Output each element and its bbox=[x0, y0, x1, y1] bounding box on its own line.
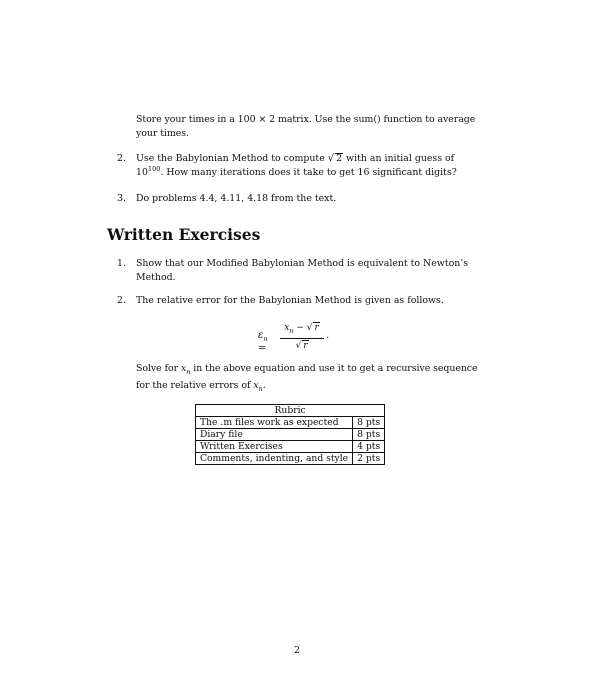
sqrt-symbol: √ bbox=[327, 153, 335, 164]
rubric-title-row bbox=[196, 405, 385, 417]
rubric-points: 4 pts bbox=[353, 441, 385, 453]
sqrt-symbol: √ bbox=[295, 340, 302, 351]
rubric-points: 2 pts bbox=[353, 453, 385, 465]
list-item-text: Do problems 4.4, 4.11, 4.18 from the text. bbox=[136, 193, 337, 204]
equation-lhs: $\varepsilon_n$ = bbox=[258, 330, 268, 354]
list-item-text: The relative error for the Babylonian Method is given as follows. bbox=[136, 295, 444, 306]
sqrt-radicand: 2 bbox=[336, 153, 343, 164]
intro-paragraph bbox=[136, 113, 475, 141]
rubric-points: 8 pts bbox=[353, 429, 385, 441]
page-number: 2 bbox=[294, 645, 300, 656]
solve-paragraph bbox=[136, 362, 478, 396]
list-item-number: 2. bbox=[117, 295, 126, 306]
sqrt-symbol: √ bbox=[306, 323, 313, 333]
intro-line-2: your times. bbox=[136, 128, 189, 139]
document-page: Store your times in a 100 × 2 matrix. Use the sum() function to average your times. 2. Use the Babylonian Method to compute √ 2 with an initial guess of $10^{100}$. How many iterations does it take to get 16 significant digits? 3. Do problems 4.4, 4.11, 4.18 from the text. Written Exercises 1. Show that our Modified Babylonian Method is equivalent to Newton’s Method. 2. The relative error for the Babylonian Method is given as follows. $\varepsilon_n$ = $x_n$ − √ r √ r . Solve for $x_n$ in the above equation and use it to get a recursive sequence for the relative errors of $x_n$. Rubric The .m files work as expected 8 pts Diary file 8 pts Written Exercises 4 pts Comments, indenting, and style 2 pts 2 bbox=[0, 0, 594, 700]
list-item-number: 2. bbox=[117, 153, 126, 164]
rubric-item: Comments, indenting, and style bbox=[196, 453, 353, 465]
written-item-2 bbox=[117, 294, 497, 308]
list-item-3 bbox=[117, 192, 497, 206]
table-row bbox=[196, 417, 385, 429]
list-item-2 bbox=[117, 152, 497, 180]
equation-fraction bbox=[280, 322, 324, 352]
table-row bbox=[196, 429, 385, 441]
list-item-line-1: Use the Babylonian Method to compute √ 2 with an initial guess of bbox=[136, 153, 455, 164]
rubric-item: Written Exercises bbox=[196, 441, 353, 453]
table-row bbox=[196, 441, 385, 453]
rubric-table bbox=[195, 404, 385, 465]
fraction-denominator: √ r bbox=[295, 340, 308, 351]
rubric-item: The .m files work as expected bbox=[196, 417, 353, 429]
solve-line-2: for the relative errors of $x_n$. bbox=[136, 379, 266, 393]
fraction-bar bbox=[280, 338, 324, 339]
rubric-points: 8 pts bbox=[353, 417, 385, 429]
exponent: 100 bbox=[147, 164, 161, 173]
rubric-item: Diary file bbox=[196, 429, 353, 441]
intro-line-1: Store your times in a 100 × 2 matrix. Use the sum() function to average bbox=[136, 114, 476, 125]
list-item-number: 3. bbox=[117, 193, 126, 204]
section-heading: Written Exercises bbox=[107, 225, 261, 244]
list-item-number: 1. bbox=[117, 258, 126, 269]
written-item-1 bbox=[117, 257, 497, 285]
list-item-line-2: $10^{100}$. How many iterations does it take to get 16 significant digits? bbox=[136, 164, 457, 178]
solve-line-1: Solve for $x_n$ in the above equation and use it to get a recursive sequence bbox=[136, 363, 478, 376]
fraction-numerator: $x_n$ − √ r bbox=[284, 323, 319, 335]
table-row bbox=[196, 453, 385, 465]
list-item-text: Show that our Modified Babylonian Method is equivalent to Newton’s Method. bbox=[136, 258, 469, 283]
list-item-text bbox=[136, 152, 497, 180]
rubric-title: Rubric bbox=[196, 405, 385, 417]
